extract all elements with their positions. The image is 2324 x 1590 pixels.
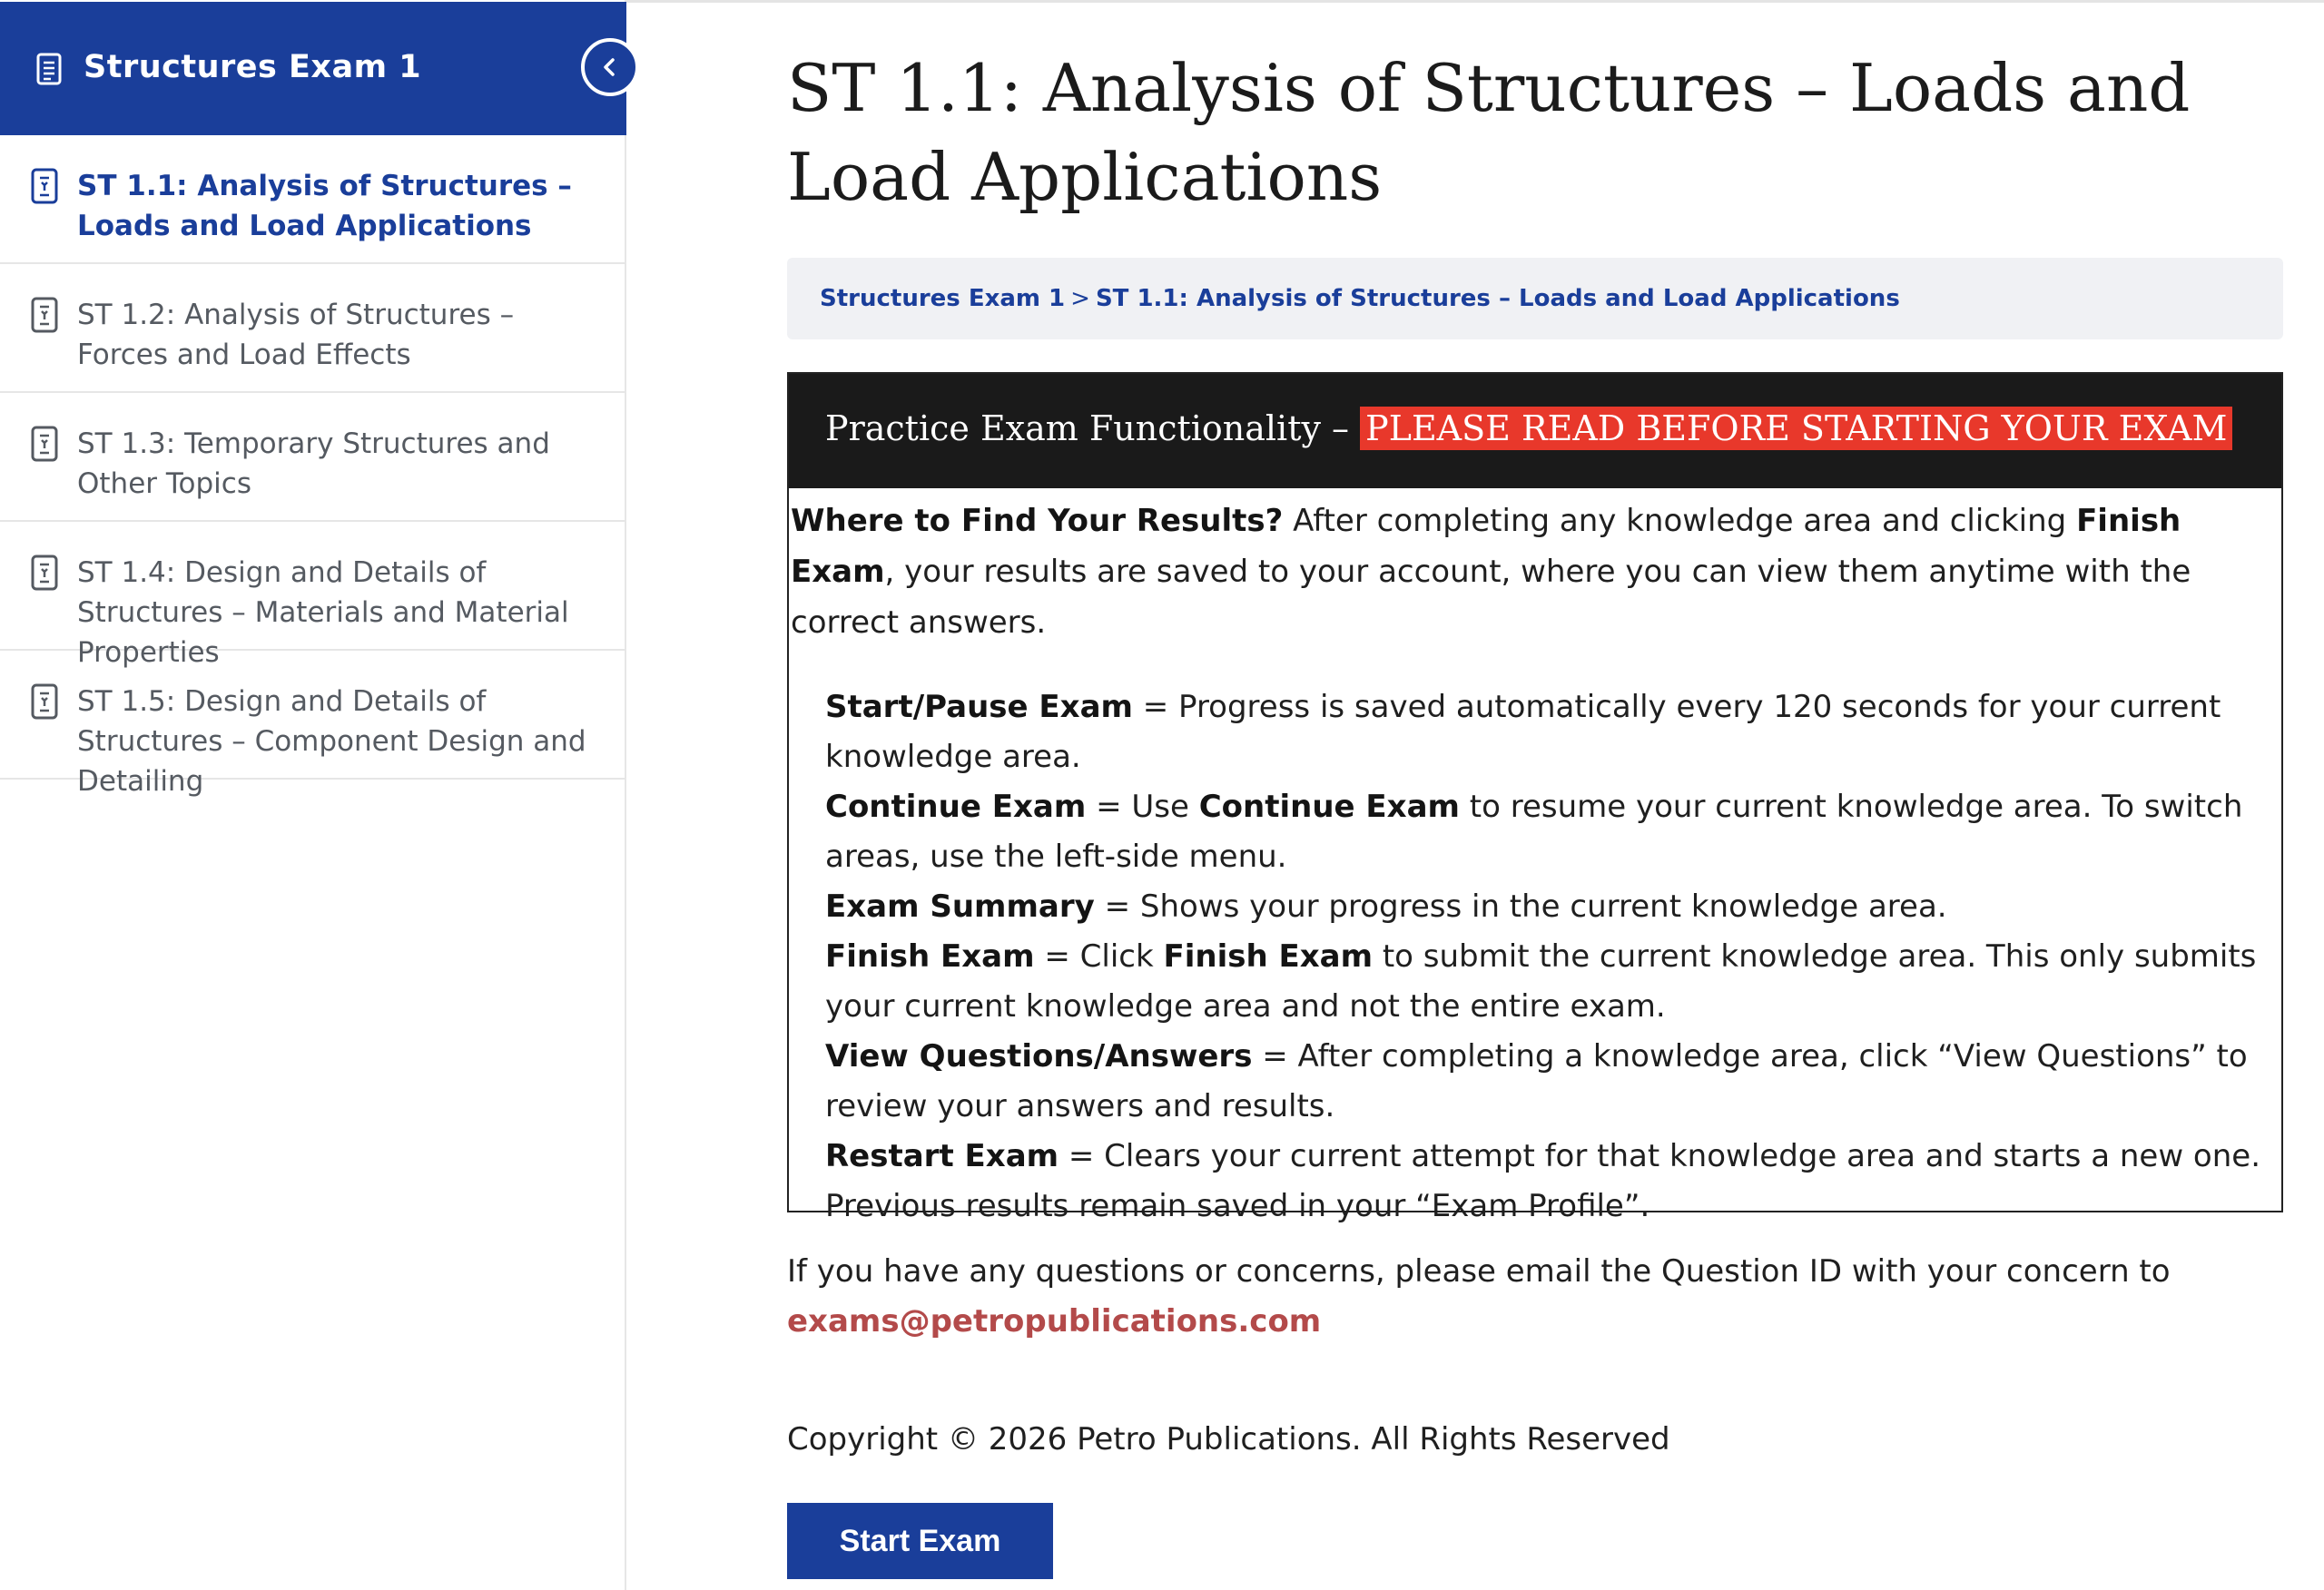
- page-title: ST 1.1: Analysis of Structures – Loads and Load Applications: [787, 50, 2191, 215]
- sidebar: [0, 0, 626, 1590]
- notice-body: [789, 488, 2281, 1232]
- sidebar-item-label: ST 1.4: Design and Details of Structures – Materials and Material Properties: [77, 556, 569, 669]
- sidebar-item-st-1-1[interactable]: [0, 135, 625, 264]
- item-text: to resume your current knowledge area. To switch areas, use the left-side menu.: [825, 789, 2243, 875]
- item-term: View Questions/Answers: [825, 1038, 1253, 1075]
- item-text: = Progress is saved automatically every 120 seconds for your current knowledge area.: [825, 689, 2221, 775]
- list-item: [825, 1132, 2263, 1232]
- sidebar-item-st-1-2[interactable]: [0, 264, 625, 393]
- functionality-list: [789, 682, 2263, 1232]
- item-text: to submit the current knowledge area. This only submits your current knowledge area and not the entire exam.: [825, 938, 2257, 1025]
- item-term: Exam Summary: [825, 888, 1095, 925]
- item-text: = Shows your progress in the current knowledge area.: [1094, 888, 1947, 925]
- breadcrumb: [787, 258, 2283, 339]
- sidebar-item-label: ST 1.3: Temporary Structures and Other Topics: [77, 427, 550, 500]
- document-icon: [36, 53, 62, 85]
- finish-exam-term: Finish Exam: [791, 503, 2181, 590]
- sidebar-item-label: ST 1.5: Design and Details of Structures – Component Design and Detailing: [77, 685, 586, 798]
- list-item: [825, 682, 2263, 782]
- breadcrumb-current-link[interactable]: ST 1.1: Analysis of Structures – Loads and Load Applications: [1095, 285, 1900, 312]
- notice-heading: [789, 374, 2281, 488]
- results-term: Where to Find Your Results?: [791, 503, 1284, 539]
- sidebar-item-st-1-3[interactable]: [0, 393, 625, 522]
- notice-heading-text: Practice Exam Functionality –: [825, 408, 1350, 448]
- sidebar-header: [0, 2, 626, 135]
- quiz-document-icon: [31, 683, 58, 720]
- item-text: = Use: [1086, 789, 1199, 825]
- contact-paragraph: [787, 1247, 2283, 1347]
- quiz-document-icon: [31, 555, 58, 591]
- item-term: Continue Exam: [1198, 789, 1460, 825]
- list-item: [825, 882, 2263, 932]
- results-paragraph: [789, 496, 2263, 648]
- sidebar-item-label: ST 1.2: Analysis of Structures – Forces and Load Effects: [77, 299, 515, 371]
- item-text: = After completing a knowledge area, click “View Questions” to review your answers and results.: [825, 1038, 2248, 1124]
- exam-functionality-notice: [787, 372, 2283, 1224]
- contact-email-link[interactable]: exams@petropublications.com: [787, 1303, 1322, 1340]
- copyright-text: Copyright © 2026 Petro Publications. All Rights Reserved: [787, 1421, 1670, 1458]
- item-term: Restart Exam: [825, 1138, 1059, 1174]
- list-item: [825, 932, 2263, 1032]
- list-item: [825, 782, 2263, 882]
- item-term: Finish Exam: [825, 938, 1035, 975]
- contact-text: If you have any questions or concerns, please email the Question ID with your concern to: [787, 1253, 2171, 1290]
- sidebar-item-st-1-5[interactable]: [0, 651, 625, 798]
- item-text: = Click: [1034, 938, 1164, 975]
- breadcrumb-root-link[interactable]: Structures Exam 1: [820, 285, 1066, 312]
- start-exam-button[interactable]: Start Exam: [787, 1503, 1053, 1579]
- item-term: Start/Pause Exam: [825, 689, 1133, 725]
- breadcrumb-separator: >: [1070, 285, 1090, 312]
- sidebar-item-label: ST 1.1: Analysis of Structures – Loads and Load Applications: [77, 170, 572, 242]
- lesson-list: [0, 135, 625, 798]
- chevron-left-icon: [598, 55, 622, 79]
- quiz-document-icon: [31, 168, 58, 204]
- notice-warning-badge: PLEASE READ BEFORE STARTING YOUR EXAM: [1360, 407, 2232, 450]
- sidebar-title: Structures Exam 1: [84, 49, 422, 85]
- top-divider: [626, 0, 2324, 3]
- sidebar-item-st-1-4[interactable]: [0, 522, 625, 669]
- results-text: , your results are saved to your account, where you can view them anytime with the correct answers.: [791, 554, 2191, 641]
- list-item: [825, 1032, 2263, 1132]
- collapse-sidebar-button[interactable]: [581, 38, 639, 96]
- quiz-document-icon: [31, 297, 58, 333]
- quiz-document-icon: [31, 426, 58, 462]
- results-text: After completing any knowledge area and clicking: [1283, 503, 2077, 539]
- item-term: Finish Exam: [1163, 938, 1374, 975]
- item-text: = Clears your current attempt for that knowledge area and starts a new one. Previous results remain saved in your “Exam Profile”.: [825, 1138, 2261, 1224]
- item-term: Continue Exam: [825, 789, 1087, 825]
